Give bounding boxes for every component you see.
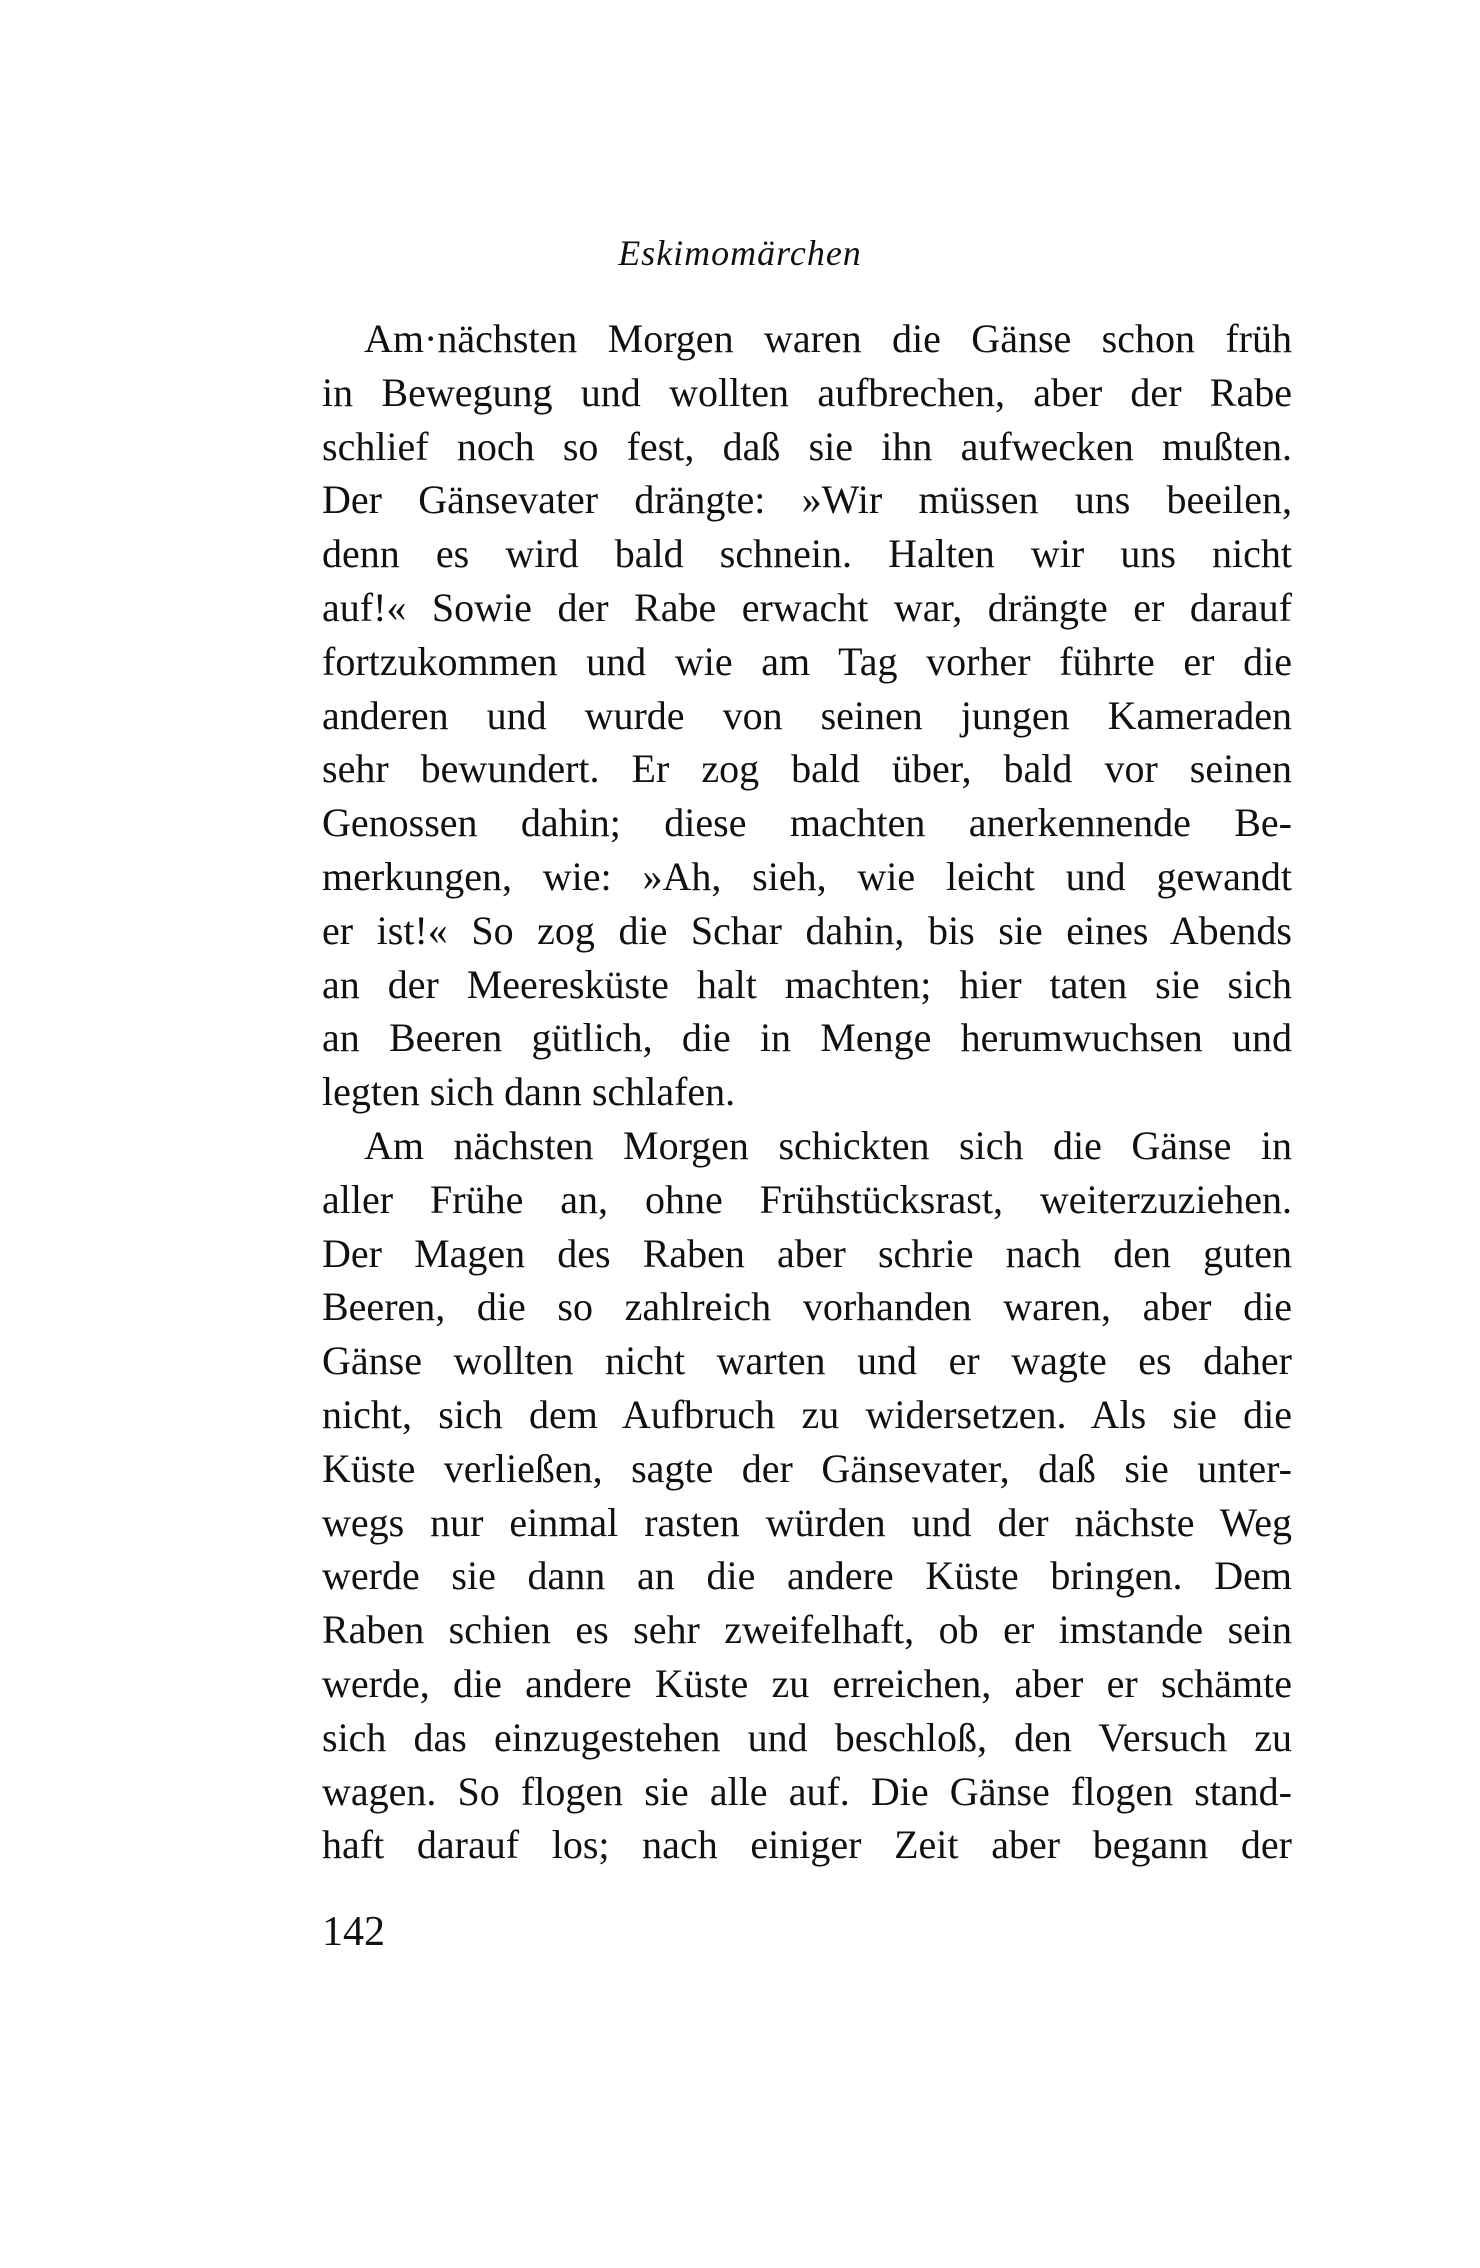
text-line: Raben schien es sehr zweifelhaft, ob er imstande sein [322,1607,1292,1653]
text-line: werde, die andere Küste zu erreichen, aber er schämte [322,1660,1292,1706]
text-line: wagen. So flogen sie alle auf. Die Gänse flogen stand- [322,1768,1292,1814]
text-line: Genossen dahin; diese machten anerkennende Be- [322,800,1292,846]
text-line: denn es wird bald schnein. Halten wir uns nicht [322,531,1292,577]
text-line: legten sich dann schlafen. [322,1069,736,1115]
text-line: Der Gänsevater drängte: »Wir müssen uns beeilen, [322,477,1292,523]
text-line: fortzukommen und wie am Tag vorher führte er die [322,638,1292,684]
text-line: er ist!« So zog die Schar dahin, bis sie eines Abends [322,907,1292,953]
text-line: Gänse wollten nicht warten und er wagte es daher [322,1338,1292,1384]
paragraph-2 [322,1119,1292,1872]
text-line: aller Frühe an, ohne Frühstücksrast, weiterzuziehen. [322,1176,1292,1222]
text-line: in Bewegung und wollten aufbrechen, aber der Rabe [322,369,1292,415]
text-line: Beeren, die so zahlreich vorhanden waren, aber die [322,1284,1292,1330]
text-line: merkungen, wie: »Ah, sieh, wie leicht und gewandt [322,853,1292,899]
text-line: auf!« Sowie der Rabe erwacht war, drängte er darauf [322,584,1292,630]
text-line: an der Meeresküste halt machten; hier taten sie sich [322,961,1292,1007]
text-line: wegs nur einmal rasten würden und der nächste Weg [322,1499,1292,1545]
text-line: Am nächsten Morgen schickten sich die Gänse in [364,1122,1292,1168]
text-line: sich das einzugestehen und beschloß, den Versuch zu [322,1714,1292,1760]
running-head: Eskimomärchen [618,233,862,273]
text-line: nicht, sich dem Aufbruch zu widersetzen. Als sie die [322,1391,1292,1437]
paragraph-1 [322,312,1292,1119]
body-text [322,312,1292,1872]
text-line: werde sie dann an die andere Küste bringen. Dem [322,1553,1292,1599]
text-line: anderen und wurde von seinen jungen Kameraden [322,692,1292,738]
text-line: Am·nächsten Morgen waren die Gänse schon früh [364,316,1292,361]
page-number: 142 [322,1909,385,1955]
text-line: haft darauf los; nach einiger Zeit aber begann der [322,1822,1292,1868]
text-line: sehr bewundert. Er zog bald über, bald vor seinen [322,746,1292,792]
text-line: Küste verließen, sagte der Gänsevater, daß sie unter- [322,1445,1292,1491]
text-line: Der Magen des Raben aber schrie nach den guten [322,1230,1292,1276]
text-line: an Beeren gütlich, die in Menge herumwuchsen und [322,1015,1292,1061]
text-line: schlief noch so fest, daß sie ihn aufwecken mußten. [322,423,1292,469]
